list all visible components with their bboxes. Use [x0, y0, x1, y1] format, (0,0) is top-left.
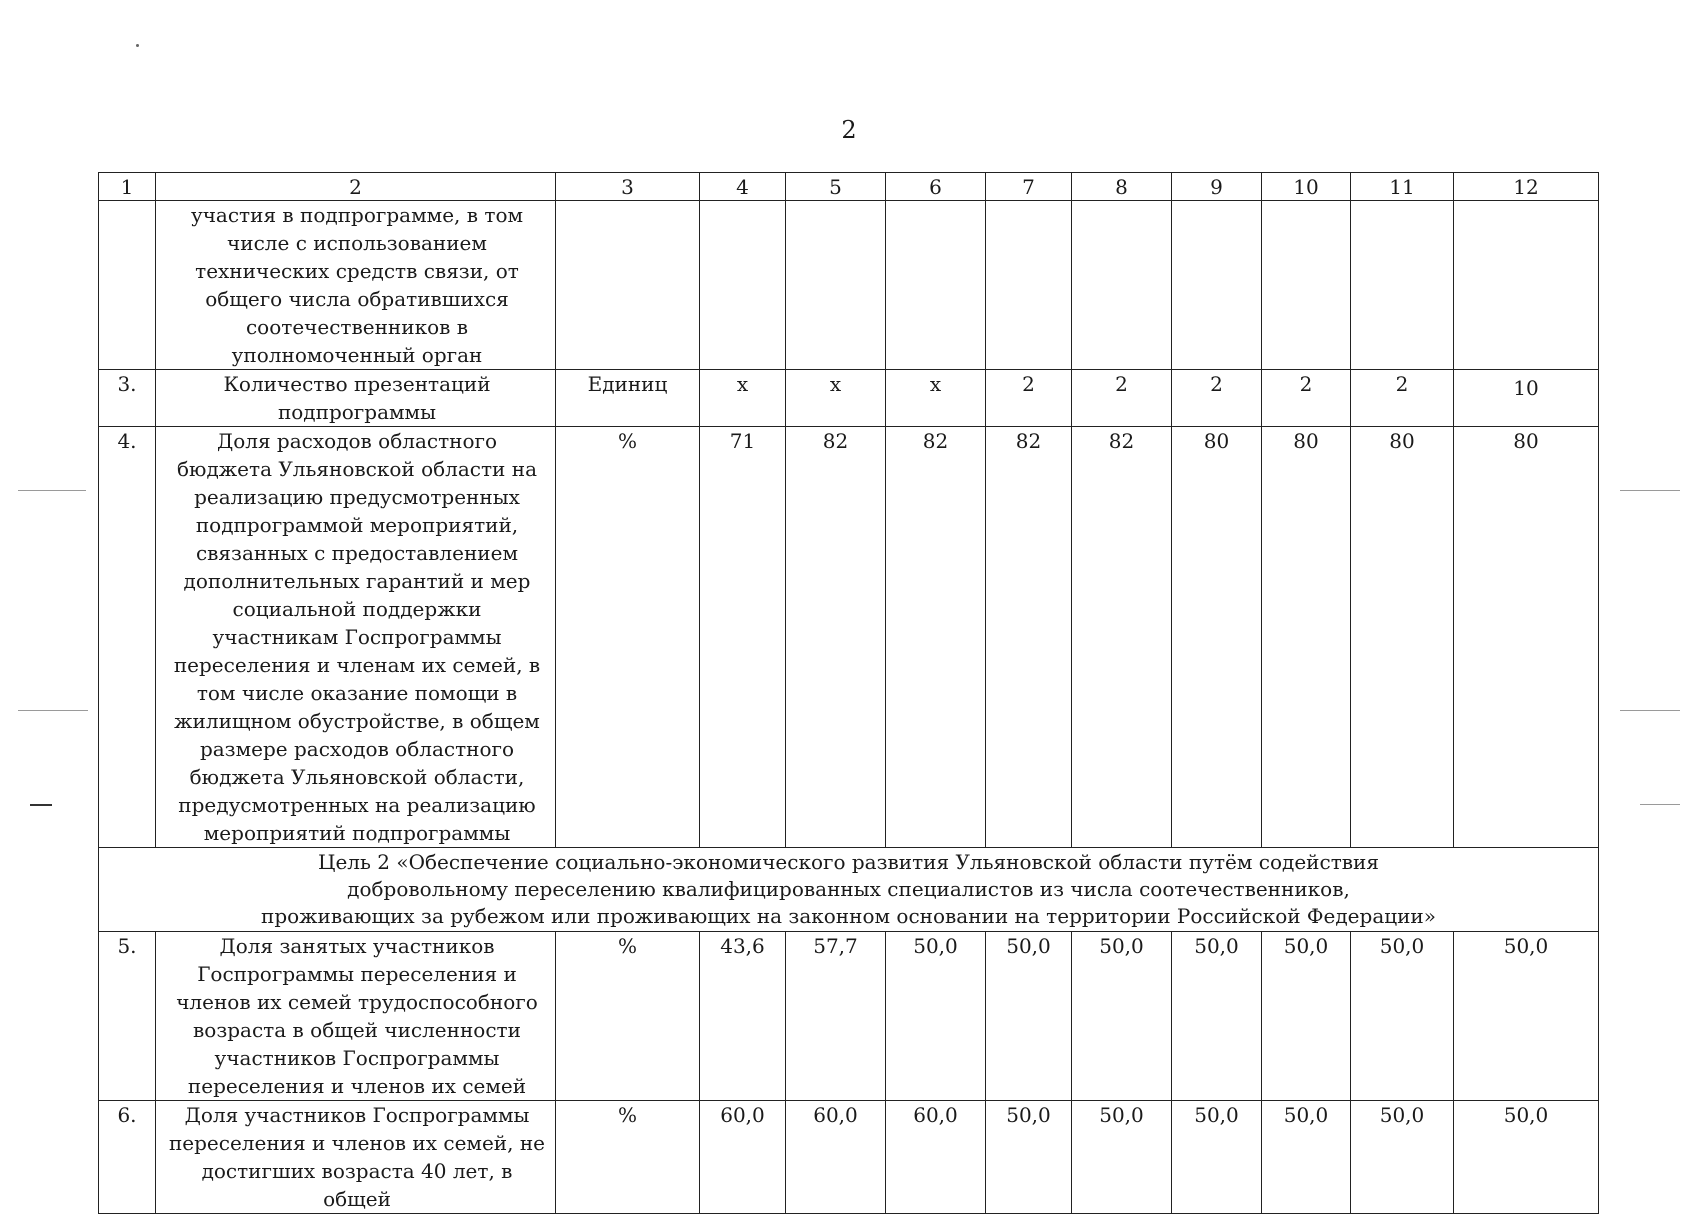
goal-heading-line: Цель 2 «Обеспечение социально-экономического развития Ульяновской области путём содействия — [318, 850, 1379, 874]
value-cell: 71 — [700, 427, 786, 848]
value-cell: 50,0 — [1072, 1101, 1172, 1214]
unit-cell: % — [556, 1101, 700, 1214]
goal-heading-row — [99, 848, 1599, 932]
header-cell: 7 — [986, 173, 1072, 201]
header-cell: 11 — [1351, 173, 1454, 201]
value-cell: 2 — [1351, 370, 1454, 427]
scan-margin-mark — [1640, 804, 1680, 805]
value-cell — [986, 201, 1072, 370]
table-row — [99, 427, 1599, 848]
value-cell: 60,0 — [786, 1101, 886, 1214]
value-cell: 2 — [1072, 370, 1172, 427]
header-cell: 2 — [156, 173, 556, 201]
header-cell: 3 — [556, 173, 700, 201]
row-number-cell: 6. — [99, 1101, 156, 1214]
row-number-cell: 3. — [99, 370, 156, 427]
value-cell — [700, 201, 786, 370]
value-cell: 50,0 — [1172, 1101, 1262, 1214]
value-cell: 50,0 — [1262, 1101, 1351, 1214]
value-cell: 50,0 — [1351, 1101, 1454, 1214]
value-cell: x — [700, 370, 786, 427]
value-cell: 80 — [1172, 427, 1262, 848]
header-cell: 6 — [886, 173, 986, 201]
value-cell: 50,0 — [886, 932, 986, 1101]
value-cell — [1072, 201, 1172, 370]
header-cell: 5 — [786, 173, 886, 201]
value-cell: 10 — [1454, 370, 1599, 427]
value-cell: 60,0 — [886, 1101, 986, 1214]
value-cell — [1351, 201, 1454, 370]
unit-cell: % — [556, 932, 700, 1101]
value-cell: 60,0 — [700, 1101, 786, 1214]
unit-cell — [556, 201, 700, 370]
header-row — [99, 173, 1599, 201]
value-cell — [1262, 201, 1351, 370]
table-row — [99, 932, 1599, 1101]
value-cell — [786, 201, 886, 370]
row-number-cell: 5. — [99, 932, 156, 1101]
indicator-description: Доля участников Госпрограммы переселения и членов их семей, не достигших возраста 40 лет, в общей — [156, 1101, 556, 1214]
header-cell: 12 — [1454, 173, 1599, 201]
value-cell: 43,6 — [700, 932, 786, 1101]
page-number: 2 — [841, 116, 857, 144]
value-cell: 82 — [1072, 427, 1172, 848]
unit-cell: Единиц — [556, 370, 700, 427]
header-cell: 4 — [700, 173, 786, 201]
scan-margin-mark — [18, 490, 86, 491]
value-cell: 2 — [986, 370, 1072, 427]
table-row — [99, 1101, 1599, 1214]
value-cell: x — [786, 370, 886, 427]
goal-heading-line: добровольному переселению квалифицированных специалистов из числа соотечественников, — [347, 877, 1350, 901]
value-cell: 50,0 — [986, 1101, 1072, 1214]
value-cell — [1454, 201, 1599, 370]
value-cell: 80 — [1454, 427, 1599, 848]
scan-speck — [136, 44, 139, 47]
value-cell: 82 — [986, 427, 1072, 848]
value-cell: 82 — [886, 427, 986, 848]
value-cell: 50,0 — [1172, 932, 1262, 1101]
table-row — [99, 201, 1599, 370]
unit-cell: % — [556, 427, 700, 848]
header-cell: 9 — [1172, 173, 1262, 201]
value-cell: 50,0 — [1454, 1101, 1599, 1214]
header-cell: 8 — [1072, 173, 1172, 201]
indicators-table — [98, 172, 1599, 1214]
indicator-description: Доля занятых участников Госпрограммы переселения и членов их семей трудоспособного возраста в общей численности участников Госпрограммы переселения и членов их семей — [156, 932, 556, 1101]
header-cell: 1 — [99, 173, 156, 201]
scan-margin-mark — [1620, 710, 1680, 711]
indicator-description: Доля расходов областного бюджета Ульяновской области на реализацию предусмотренных подпрограммой мероприятий, связанных с предоставлением дополнительных гарантий и мер социальной поддержки участникам Госпрограммы переселения и членам их семей, в том числе оказание помощи в жилищном обустройстве, в общем размере расходов областного бюджета Ульяновской области, предусмотренных на реализацию мероприятий подпрограммы — [156, 427, 556, 848]
value-cell: 50,0 — [986, 932, 1072, 1101]
header-cell: 10 — [1262, 173, 1351, 201]
value-cell: 2 — [1172, 370, 1262, 427]
value-cell: 80 — [1262, 427, 1351, 848]
row-number-cell: 4. — [99, 427, 156, 848]
value-cell: 50,0 — [1262, 932, 1351, 1101]
value-cell: 50,0 — [1454, 932, 1599, 1101]
value-cell: x — [886, 370, 986, 427]
value-cell: 82 — [786, 427, 886, 848]
goal-heading-line: проживающих за рубежом или проживающих на законном основании на территории Российской Федерации» — [260, 904, 1436, 928]
value-cell: 50,0 — [1072, 932, 1172, 1101]
table-row — [99, 370, 1599, 427]
indicator-description: участия в подпрограмме, в том числе с использованием технических средств связи, от общего числа обратившихся соотечественников в уполномоченный орган — [156, 201, 556, 370]
scan-margin-mark — [18, 710, 88, 711]
value-cell: 50,0 — [1351, 932, 1454, 1101]
value-cell: 2 — [1262, 370, 1351, 427]
value-cell — [886, 201, 986, 370]
value-cell — [1172, 201, 1262, 370]
row-number-cell — [99, 201, 156, 370]
goal-heading — [99, 848, 1599, 932]
scan-margin-mark — [30, 804, 52, 806]
value-cell: 80 — [1351, 427, 1454, 848]
value-cell: 57,7 — [786, 932, 886, 1101]
scan-margin-mark — [1620, 490, 1680, 491]
indicator-description: Количество презентаций подпрограммы — [156, 370, 556, 427]
